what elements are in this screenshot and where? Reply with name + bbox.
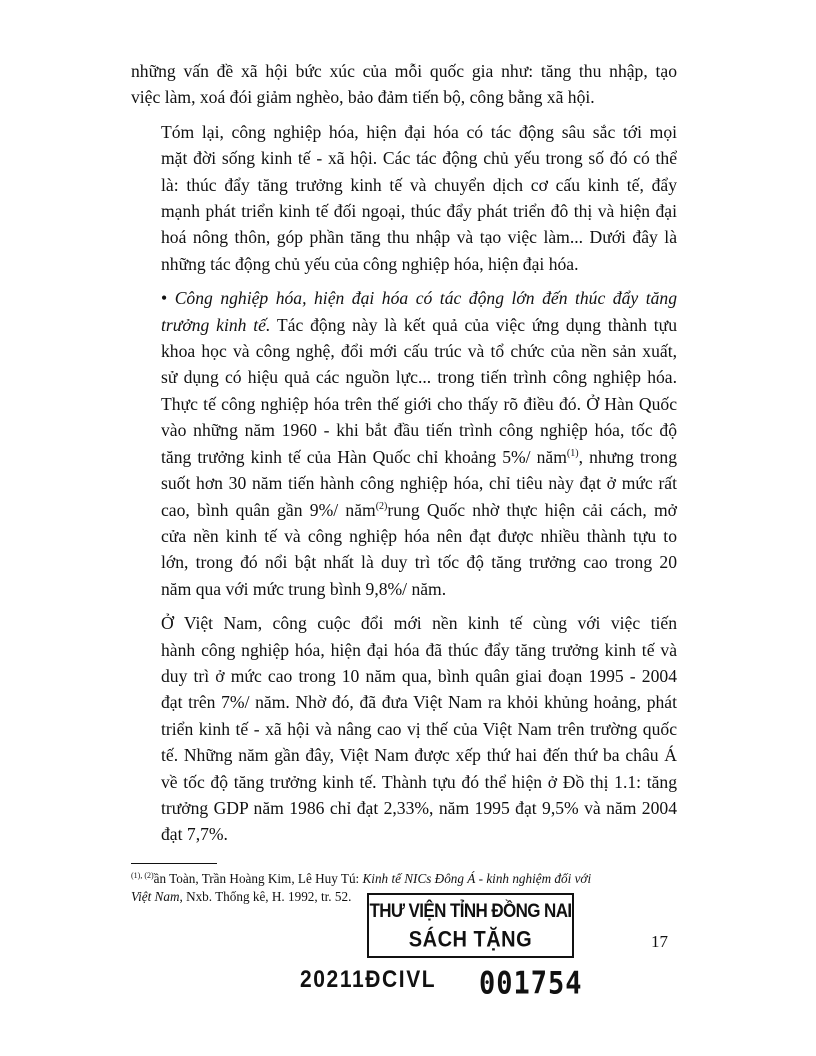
body-text [131,58,677,856]
text-line: lớn, trong đó nổi bật nhất là duy trì tốc độ tăng trưởng cao trong 20 [161,552,677,573]
paragraph-1 [131,58,677,111]
text-line: mặt đời sống kinh tế - xã hội. Các tác động chủ yếu trong số đó có thể [161,148,677,169]
text-line: suốt hơn 30 năm tiến hành công nghiệp hóa, chỉ tiêu này đạt ở mức rất [161,473,677,494]
text-line: hoá nông thôn, góp phần tăng thu nhập và tạo việc làm... Dưới đây là [161,227,677,248]
text-line: đạt trên 7%/ năm. Nhờ đó, đã đưa Việt Nam ra khỏi khủng hoảng, phát [161,692,677,713]
stamp-library-name: THƯ VIỆN TỈNH ĐỒNG NAI [369,899,572,922]
text-line: những vấn đề xã hội bức xúc của mỗi quốc gia như: tăng thu nhập, tạo [131,61,677,81]
text-line: khoa học và công nghệ, đổi mới cấu trúc và tổ chức của nền sản xuất, [161,341,677,362]
text-line: cửa nền kinh tế và công nghiệp hóa nên đạt được nhiều thành tựu to [161,525,677,546]
accession-code: 20211ĐCIVL [300,966,437,993]
text-line: năm qua với mức trung bình 9,8%/ năm. [161,578,447,599]
text-line: tăng trưởng kinh tế của Hàn Quốc chỉ khoảng 5%/ năm$^{(1)}$, nhưng trong [161,446,677,467]
section-heading-end: trưởng kinh tế. [161,314,271,335]
text-line: Ở Việt Nam, công cuộc đổi mới nền kinh tế cùng với việc tiến [161,613,677,634]
text-line: tế. Những năm gần đây, Việt Nam được xếp thứ hai đến thứ ba châu Á [161,745,677,766]
text-line: vào những năm 1960 - khi bắt đầu tiến trình công nghiệp hóa, tốc độ [161,420,677,441]
text-line: hành công nghiệp hóa, hiện đại hóa đã thúc đẩy tăng trưởng kinh tế và [161,639,677,660]
text-line: việc làm, xoá đói giảm nghèo, bảo đảm tiến bộ, công bằng xã hội. [131,87,595,108]
text-line: đạt 7,7%. [161,824,228,845]
text-line: cao, bình quân gần 9%/ năm$^{(2)}$rung Quốc nhờ thực hiện cải cách, mở [161,499,677,520]
text-line: về tốc độ tăng trưởng kinh tế. Thành tựu đó thể hiện ở Đồ thị 1.1: tăng [161,771,677,792]
page-number: 17 [651,932,668,951]
bullet-icon: • [161,288,168,309]
footnote-line [131,870,677,888]
text-line: mạnh phát triển kinh tế đối ngoại, thúc đẩy phát triển đô thị và hiện đại [161,201,677,222]
text-line: Thực tế công nghiệp hóa trên thế giới cho thấy rõ điều đó. Ở Hàn Quốc [161,393,677,414]
text-line: trưởng GDP năm 1986 chỉ đạt 2,33%, năm 1995 đạt 9,5% và năm 2004 [161,797,677,818]
accession-number: 001754 [479,965,583,1002]
footnote-marker: (1), (2) [131,871,154,880]
footnote-divider [131,863,217,864]
paragraph-3 [131,285,677,602]
paragraph-2 [131,119,677,277]
text-line: là: thúc đẩy tăng trưởng kinh tế và chuyển dịch cơ cấu kinh tế, đẩy [161,174,677,195]
footnote-publisher: , Nxb. Thống kê, H. 1992, tr. 52. [179,889,352,904]
text-line: triển kinh tế - xã hội và nâng cao vị thế của Việt Nam trên trường quốc [161,718,677,739]
paragraph-4 [131,610,677,848]
footnote-ref-2: (2) [375,500,388,512]
footnote-title-end: Việt Nam [131,889,180,904]
text-line: những tác động chủ yếu của công nghiệp hóa, hiện đại hóa. [161,253,579,274]
library-stamp [367,893,574,958]
text-line: duy trì ở mức cao trong 10 năm qua, bình quân giai đoạn 1995 - 2004 [161,665,677,686]
text-line: sử dụng có hiệu quả các nguồn lực... trong tiến trình công nghiệp hóa. [161,367,677,388]
text-line: trưởng kinh tế. Tác động này là kết quả của việc ứng dụng thành tựu [161,314,677,335]
text-line: Tóm lại, công nghiệp hóa, hiện đại hóa có tác động sâu sắc tới mọi [161,121,677,142]
footnote-ref-1: (1) [566,447,579,459]
footnote-title: Kinh tế NICs Đông Á - kinh nghiệm đối với [362,871,592,886]
stamp-donation-label: SÁCH TẶNG [408,927,533,953]
footnote-authors: ần Toàn, Trần Hoàng Kim, Lê Huy Tú: [153,871,363,886]
text-line [131,285,677,311]
section-heading: Công nghiệp hóa, hiện đại hóa có tác động lớn đến thúc đẩy tăng [174,288,677,309]
